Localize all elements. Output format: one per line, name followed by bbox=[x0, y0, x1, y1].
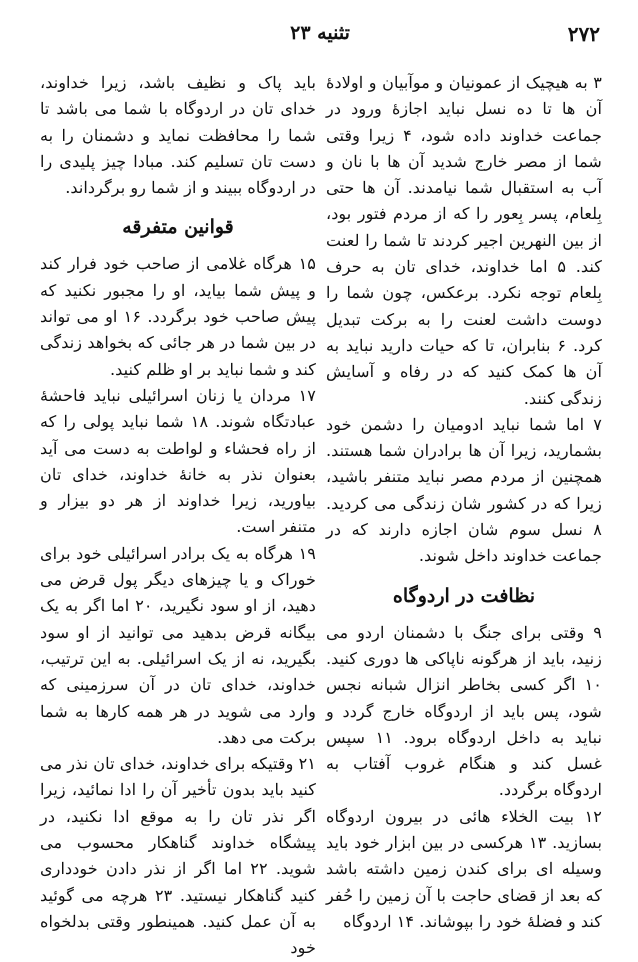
paragraph: ۲۱ وقتیکه برای خداوند، خدای تان نذر می کنید باید بدون تأخیر آن را ادا نمائید، زیرا اگر نذر تان را به موقع ادا نکنید، در پیشگاه خداوند گناهکار محسوب می شوید. ۲۲ اما اگر از نذر دادن خودداری کنید گناهکار نیستید. ۲۳ هرچه می گوئید به آن عمل کنید. همینطور وقتی بدلخواه خود bbox=[40, 754, 316, 958]
paragraph: ۳ به هیچیک از عمونیان و موآبیان و اولادهٔ آن ها تا ده نسل نباید اجازهٔ ورود در جماعت خداوند داده شود، ۴ زیرا وقتی شما از مصر خارج شدید آن ها با نان و آب به استقبال شما نیامدند. آن ها حتی بِلعام، پسر بِعور را که از مردم فتور بود، از بین النهرین اجیر کردند تا شما را لعنت کند. ۵ اما خداوند، خدای تان به حرف بِلعام توجه نکرد. برعکس، چون شما را دوست داشت لعنت را به برکت تبدیل کرد. ۶ بنابران، تا که حیات دارید نباید به آن ها کمک کنید که در رفاه و آسایش زندگی کنند. bbox=[326, 73, 602, 408]
section-title: قوانین متفرقه bbox=[122, 216, 234, 239]
page-header bbox=[40, 22, 600, 52]
left-column bbox=[40, 70, 316, 958]
paragraph: ۹ وقتی برای جنگ با دشمنان اردو می زنید، باید از هرگونه ناپاکی ها دوری کنید. ۱۰ اگر کسی بخاطر انزال شبانه نجس شود، پس باید از اردوگاه خارج گردد و نباید به داخل اردوگاه برود. ۱۱ سپس غسل کند و هنگام غروب آفتاب به اردوگاه برگردد. bbox=[326, 622, 603, 800]
paragraph: ۱۷ مردان یا زنان اسرائیلی نباید فاحشهٔ عبادتگاه شوند. ۱۸ شما نباید پولی را که از راه فحشاء و لواطت به دست می آید بعنوان نذر به خانهٔ خداوند، خدای تان بیاورید، زیرا خداوند از هر دو بیزار و متنفر است. bbox=[40, 385, 316, 537]
paragraph: ۷ اما شما نباید ادومیان را دشمن خود بشمارید، زیرا آن ها برادران شما هستند. همچنین از مردم مصر نباید متنفر باشید، زیرا که در کشور شان زندگی می کردید. ۸ نسل سوم شان اجازه دارند که در جماعت خداوند داخل شوند. bbox=[326, 414, 602, 566]
paragraph: ۱۹ هرگاه به یک برادر اسرائیلی خود برای خوراک و یا چیزهای دیگر پول قرض می دهید، از او سود نگیرید، ۲۰ اما اگر به یک بیگانه قرض بدهید می توانید از او سود بگیرید، نه از یک اسرائیلی. به این ترتیب، خداوند، خدای تان در آن سرزمینی که وارد می شوید در هر همه کارها به شما برکت می دهد. bbox=[40, 543, 316, 747]
section-title: نظافت در اردوگاه bbox=[392, 584, 536, 607]
paragraph: ۱۵ هرگاه غلامی از صاحب خود فرار کند و پیش شما بیاید، او را مجبور نکنید که پیش صاحب خود برگردد. ۱۶ او می تواند در بین شما در هر جائی که بخواهد زندگی کند و شما نباید بر او ظلم کنید. bbox=[40, 254, 316, 379]
page-number: ۲۷۲ bbox=[567, 22, 600, 46]
right-column bbox=[326, 70, 602, 940]
paragraph: ۱۲ بیت الخلاء هائی در بیرون اردوگاه بسازید. ۱۳ هرکسی در بین ابزار خود باید وسیله ای برای کندن زمین داشته باشد که بعد از قضای حاجت با آن زمین را حُفر کند و فضلهٔ خود را بپوشاند. ۱۴ اردوگاه bbox=[326, 806, 602, 931]
running-head: تثنیه ۲۳ bbox=[290, 22, 350, 44]
paragraph: باید پاک و نظیف باشد، زیرا خداوند، خدای تان در اردوگاه با شما می باشد تا شما را محافظت نماید و دشمنان را به دست تان تسلیم کند. مبادا چیز پلیدی را در اردوگاه ببیند و از شما رو برگرداند. bbox=[40, 73, 316, 198]
